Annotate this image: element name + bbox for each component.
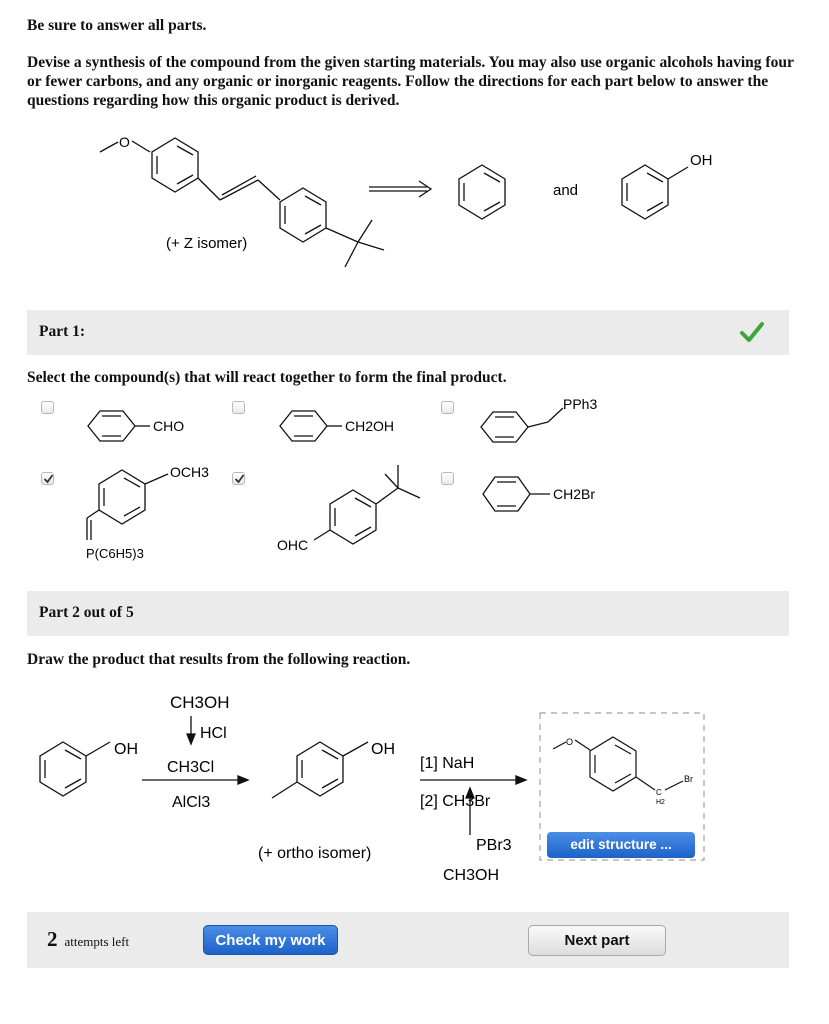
z-isomer-label: (+ Z isomer) bbox=[166, 235, 248, 252]
option-1-label: CHO bbox=[153, 418, 185, 434]
footer-bar bbox=[27, 912, 789, 968]
phenol-oh-label: OH bbox=[690, 152, 713, 169]
reagent-ch3oh: CH3OH bbox=[170, 693, 230, 712]
instruction-text: Be sure to answer all parts. bbox=[27, 17, 207, 34]
part2-header-bar bbox=[27, 591, 789, 636]
option-4-label: OCH3 bbox=[170, 464, 209, 480]
pbr3-label: PBr3 bbox=[476, 837, 512, 854]
answer-o-label: O bbox=[566, 737, 574, 747]
reagent-ch3cl: CH3Cl bbox=[167, 759, 215, 776]
edit-structure-button[interactable]: edit structure ... bbox=[547, 832, 695, 858]
checkmark-icon bbox=[739, 321, 765, 343]
option-4-sublabel: P(C6H5)3 bbox=[86, 546, 144, 561]
cresol-oh-label: OH bbox=[371, 741, 395, 758]
answer-h2-label: H2 bbox=[656, 799, 665, 806]
step1-label: [1] NaH bbox=[420, 755, 475, 772]
problem-prompt: Devise a synthesis of the compound from the given starting materials. You may also use organic alcohols having four or fewer carbons, and any organic or inorganic reagents. Follow the directions for each part below to answer the questions regarding how this organic product is derived. bbox=[27, 54, 794, 109]
part1-header-bar bbox=[27, 310, 789, 355]
reagent-hcl: HCl bbox=[200, 725, 227, 742]
reagent-alcl3: AlCl3 bbox=[172, 794, 211, 811]
part1-structures bbox=[0, 390, 829, 580]
phenol-oh-label: OH bbox=[114, 741, 138, 758]
attempts-count: 2 bbox=[47, 927, 58, 951]
next-part-button[interactable]: Next part bbox=[528, 925, 666, 956]
option-3-label: PPh3 bbox=[563, 396, 598, 412]
attempts-info bbox=[47, 927, 129, 952]
step2-label: [2] CH3Br bbox=[420, 793, 491, 810]
methoxy-o-label: O bbox=[119, 134, 130, 150]
part1-question: Select the compound(s) that will react together to form the final product. bbox=[27, 369, 507, 386]
ortho-isomer-label: (+ ortho isomer) bbox=[258, 845, 372, 862]
answer-c-label: C bbox=[656, 788, 662, 797]
attempts-text: attempts left bbox=[64, 934, 130, 949]
option-6-label: CH2Br bbox=[553, 486, 596, 502]
and-label: and bbox=[553, 182, 579, 199]
part2-question: Draw the product that results from the following reaction. bbox=[27, 651, 411, 668]
part1-title: Part 1: bbox=[39, 323, 86, 340]
answer-br-label: Br bbox=[684, 774, 693, 784]
ch3oh-bottom-label: CH3OH bbox=[443, 867, 500, 884]
target-synthesis-scheme bbox=[0, 125, 829, 275]
option-2-label: CH2OH bbox=[345, 418, 395, 434]
option-5-label: OHC bbox=[277, 537, 309, 553]
check-my-work-button[interactable]: Check my work bbox=[203, 925, 338, 955]
part2-reaction bbox=[0, 680, 829, 895]
part2-title: Part 2 out of 5 bbox=[39, 604, 134, 621]
